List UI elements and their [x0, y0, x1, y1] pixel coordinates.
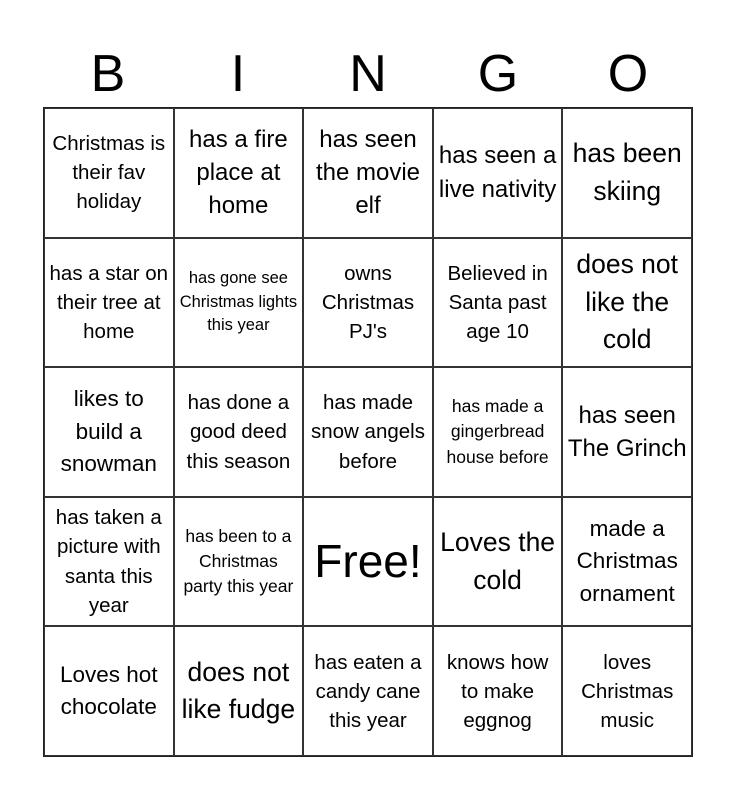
bingo-cell-text: owns Christmas PJ's	[321, 261, 415, 343]
bingo-cell-text: Loves the cold	[440, 526, 556, 595]
bingo-cell-text: does not like fudge	[181, 656, 296, 725]
bingo-cell-text: does not like the cold	[576, 248, 679, 355]
bingo-cell[interactable]	[174, 626, 304, 756]
bingo-cell-text: likes to build a snowman	[60, 386, 157, 477]
bingo-cell-text: has seen the movie elf	[315, 125, 421, 220]
bingo-cell[interactable]	[303, 367, 433, 497]
bingo-cell-text: has made snow angels before	[311, 391, 425, 473]
bingo-cell[interactable]	[303, 626, 433, 756]
bingo-cell-text: Believed in Santa past age 10	[447, 261, 548, 343]
bingo-cell[interactable]	[44, 367, 174, 497]
free-space-label: Free!	[314, 535, 422, 588]
bingo-cell-text: knows how to make eggnog	[446, 650, 549, 732]
bingo-header	[43, 40, 693, 108]
bingo-cell[interactable]	[433, 108, 563, 238]
bingo-cell-text: has gone see Christmas lights this year	[179, 269, 298, 335]
bingo-cell-text: has a fire place at home	[189, 125, 288, 220]
bingo-cell-text: has seen a live nativity	[438, 142, 557, 203]
bingo-cell[interactable]	[433, 497, 563, 627]
bingo-cell[interactable]	[303, 238, 433, 368]
bingo-cell-text: Loves hot chocolate	[60, 661, 158, 720]
header-letter-b: B	[90, 45, 126, 103]
header-letter-o: O	[607, 45, 649, 103]
header-letter-i: I	[230, 45, 246, 103]
bingo-cell[interactable]	[562, 367, 692, 497]
bingo-cell-text: made a Christmas ornament	[576, 515, 678, 606]
bingo-cell-text: has a star on their tree at home	[49, 261, 169, 343]
bingo-cell[interactable]	[174, 497, 304, 627]
bingo-cell-text: has taken a picture with santa this year	[55, 506, 162, 617]
bingo-cell-text: has been skiing	[572, 138, 682, 206]
bingo-cell-free[interactable]	[303, 497, 433, 627]
bingo-cell-text: loves Christmas music	[581, 650, 674, 732]
bingo-cell-text: Christmas is their fav holiday	[52, 132, 166, 214]
bingo-cell-text: has seen The Grinch	[567, 401, 687, 462]
bingo-cell-text: has eaten a candy cane this year	[314, 650, 422, 732]
bingo-cell[interactable]	[433, 367, 563, 497]
bingo-board	[43, 107, 693, 757]
bingo-cell[interactable]	[562, 108, 692, 238]
bingo-cell[interactable]	[44, 626, 174, 756]
bingo-cell[interactable]	[433, 238, 563, 368]
bingo-cell[interactable]	[174, 108, 304, 238]
bingo-cell[interactable]	[562, 497, 692, 627]
bingo-cell[interactable]	[44, 238, 174, 368]
bingo-cell[interactable]	[44, 108, 174, 238]
bingo-cell-text: has been to a Christmas party this year	[183, 525, 294, 597]
header-letter-n: N	[349, 45, 387, 103]
bingo-cell[interactable]	[562, 626, 692, 756]
bingo-cell[interactable]	[174, 367, 304, 497]
bingo-cell[interactable]	[562, 238, 692, 368]
header-letter-g: G	[477, 45, 519, 103]
bingo-cell[interactable]	[174, 238, 304, 368]
bingo-cell-text: has made a gingerbread house before	[446, 395, 549, 467]
bingo-cell-text: has done a good deed this season	[186, 391, 291, 473]
bingo-cell[interactable]	[433, 626, 563, 756]
bingo-cell[interactable]	[44, 497, 174, 627]
bingo-cell[interactable]	[303, 108, 433, 238]
